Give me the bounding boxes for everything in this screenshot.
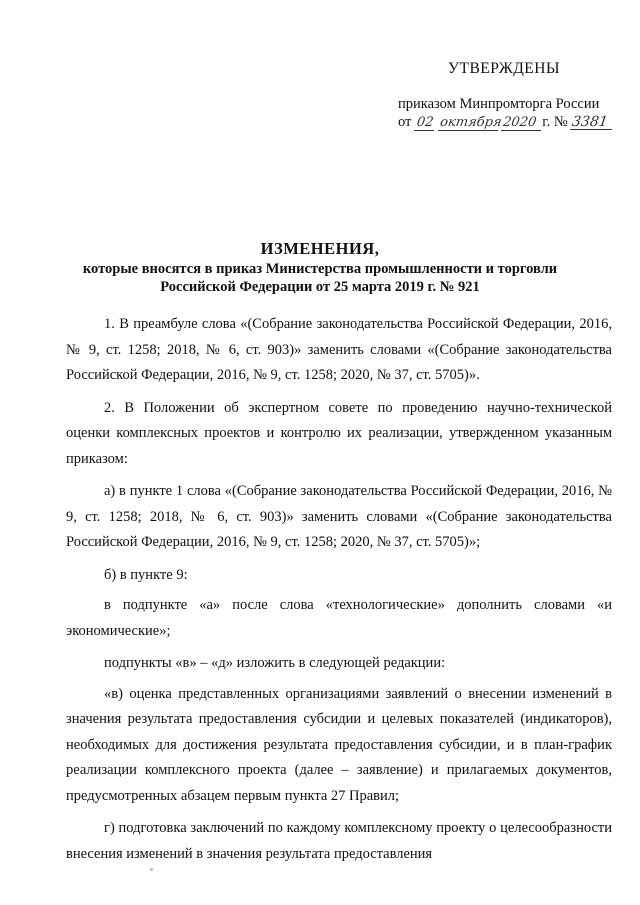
scan-speck <box>150 868 153 871</box>
order-reference: приказом Минпромторга России <box>398 96 600 112</box>
from-label: от <box>398 114 412 130</box>
paragraph-2b-intro: подпункты «в» – «д» изложить в следующей редакции: <box>104 655 446 671</box>
paragraph-2b: б) в пункте 9: <box>104 566 188 583</box>
handwritten-date-day: 02 <box>415 115 435 130</box>
title-line-1: которые вносятся в приказ Министерства промышленности и торговли <box>82 261 558 277</box>
paragraph-2a: а) в пункте 1 слова «(Собрание законодательства Российской Федерации, 2016, № 9, ст. 1258; 2018, № 6, ст. 903)» заменить словами «(Собрание законодательства Российской Федерации, 2016, № 9, ст. 1258; 2020, № 37, ст. 5705)»; <box>66 483 612 550</box>
paragraph-2b-v: «в) оценка представленных организациями заявлений о внесении изменений в значения результата предоставления субсидии и целевых показателей (индикаторов), необходимых для достижения результата предоставления субсидии, и в план-график реализации комплексного проекта (далее – заявление) и прилагаемых документов, предусмотренных абзацем первым пункта 27 Правил; <box>66 685 612 804</box>
paragraph-2: 2. В Положении об экспертном совете по проведению научно-технической оценки комплексных проектов и контролю их реализации, утвержденном указанным приказом: <box>66 399 612 467</box>
title-line-2: Российской Федерации от 25 марта 2019 г. № 921 <box>160 279 480 295</box>
paragraph-2b-g: г) подготовка заключений по каждому комплексному проекту о целесообразности внесения изменений в значения результата предоставления <box>66 820 612 862</box>
document-title <box>40 238 600 296</box>
order-date-number-line <box>398 114 613 131</box>
approval-heading: УТВЕРЖДЕНЫ <box>448 60 560 77</box>
handwritten-date-month: октября <box>438 115 503 130</box>
handwritten-order-number: 3381 <box>570 115 614 130</box>
document-body <box>66 312 612 874</box>
title-main: ИЗМЕНЕНИЯ, <box>260 239 380 258</box>
handwritten-date-year: 2020 <box>501 116 543 131</box>
year-number-label: г. № <box>542 114 568 130</box>
paragraph-2b-a: в подпункте «а» после слова «технологические» дополнить словами «и экономические»; <box>66 597 612 639</box>
paragraph-1: 1. В преамбуле слова «(Собрание законодательства Российской Федерации, 2016, № 9, ст. 1258; 2018, № 6, ст. 903)» заменить словами «(Собрание законодательства Российской Федерации, 2016, № 9, ст. 1258; 2020, № 37, ст. 5705)». <box>66 316 612 383</box>
